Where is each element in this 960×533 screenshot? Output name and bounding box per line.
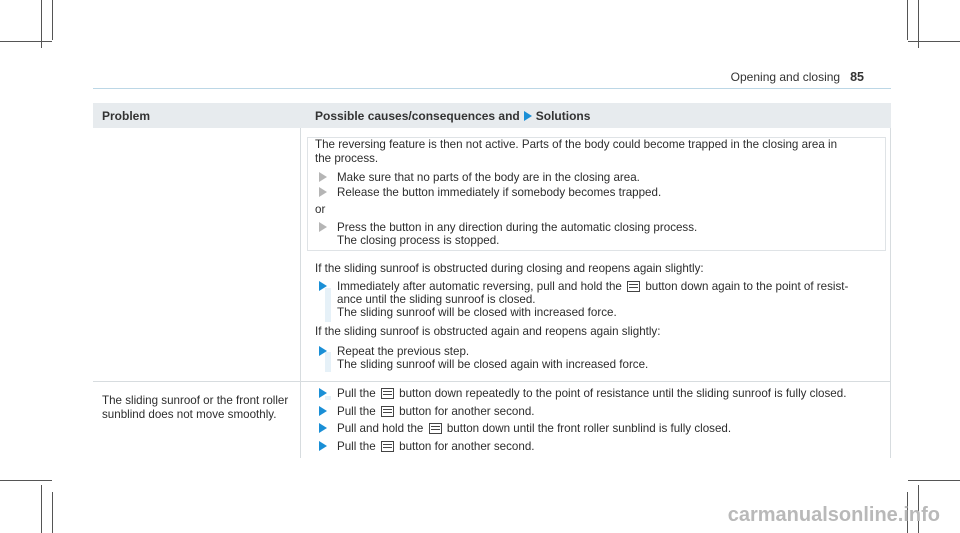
- step-arrow-icon: [319, 346, 327, 356]
- crop-mark: [908, 41, 960, 42]
- note-step: [315, 171, 640, 185]
- crop-mark: [52, 0, 53, 40]
- instruction-step: [315, 440, 535, 454]
- row-divider: [93, 381, 891, 382]
- instruction-step: [315, 280, 848, 294]
- instruction-step: [315, 345, 469, 359]
- crop-mark: [52, 492, 53, 533]
- problem-text: The sliding sunroof or the front roller: [102, 394, 289, 407]
- step-text: button for another second.: [399, 405, 535, 418]
- note-step: [315, 221, 697, 235]
- instruction-step: [315, 422, 731, 436]
- instruction-step: [315, 387, 846, 401]
- step-arrow-icon: [319, 441, 327, 451]
- crop-mark: [0, 480, 52, 481]
- table-right-edge: [890, 128, 891, 458]
- column-divider: [300, 128, 301, 458]
- step-continuation: ance until the sliding sunroof is closed.: [337, 293, 536, 306]
- note-step: [315, 186, 661, 200]
- step-text: Pull and hold the: [337, 422, 424, 435]
- switch-button-icon: [627, 281, 640, 292]
- col-causes-label: Possible causes/consequences and: [315, 109, 520, 123]
- condition-text: If the sliding sunroof is obstructed again and reopens again slightly:: [315, 325, 661, 338]
- note-result: The closing process is stopped.: [337, 234, 500, 247]
- step-arrow-icon: [319, 423, 327, 433]
- section-title: Opening and closing: [730, 70, 841, 84]
- step-text: Pull the: [337, 387, 376, 400]
- step-text: button down until the front roller sunblind is fully closed.: [446, 422, 732, 435]
- arrow-icon: [524, 111, 532, 121]
- step-result: The sliding sunroof will be closed again with increased force.: [337, 358, 649, 371]
- step-text: Pull the: [337, 440, 376, 453]
- step-text: button down repeatedly to the point of resistance until the sliding sunroof is fully closed.: [399, 387, 847, 400]
- table-header: [93, 103, 891, 128]
- switch-button-icon: [381, 388, 394, 399]
- note-line: The reversing feature is then not active. Parts of the body could become trapped in the closing area in: [315, 138, 838, 151]
- or-label: or: [315, 203, 326, 216]
- switch-button-icon: [381, 406, 394, 417]
- crop-mark: [907, 0, 908, 40]
- crop-mark: [908, 480, 960, 481]
- step-text: Immediately after automatic reversing, pull and hold the: [337, 280, 622, 293]
- col-solutions-header: [315, 109, 590, 123]
- note-step-text: Press the button in any direction during the automatic closing process.: [337, 221, 698, 234]
- problem-text: sunblind does not move smoothly.: [102, 408, 277, 421]
- step-arrow-icon: [319, 187, 327, 197]
- switch-button-icon: [429, 423, 442, 434]
- note-line: the process.: [315, 152, 379, 165]
- step-text: Repeat the previous step.: [337, 345, 470, 358]
- switch-button-icon: [381, 441, 394, 452]
- note-step-text: Release the button immediately if somebody becomes trapped.: [337, 186, 662, 199]
- step-text: button for another second.: [399, 440, 535, 453]
- step-arrow-icon: [319, 388, 327, 398]
- step-arrow-icon: [319, 222, 327, 232]
- step-arrow-icon: [319, 406, 327, 416]
- crop-mark: [41, 485, 42, 533]
- step-arrow-icon: [319, 281, 327, 291]
- condition-text: If the sliding sunroof is obstructed during closing and reopens again slightly:: [315, 262, 704, 275]
- col-problem-header: Problem: [102, 109, 151, 123]
- step-arrow-icon: [319, 172, 327, 182]
- header-rule: [93, 88, 891, 89]
- col-solutions-label: Solutions: [535, 109, 591, 123]
- step-result: The sliding sunroof will be closed with increased force.: [337, 306, 617, 319]
- watermark: carmanualsonline.info: [727, 504, 940, 526]
- page-number: 85: [850, 70, 864, 84]
- running-header: [731, 70, 864, 84]
- instruction-step: [315, 405, 535, 419]
- step-text: Pull the: [337, 405, 376, 418]
- crop-mark: [0, 41, 52, 42]
- step-text: button down again to the point of resist-: [645, 280, 849, 293]
- note-step-text: Make sure that no parts of the body are in the closing area.: [337, 171, 640, 184]
